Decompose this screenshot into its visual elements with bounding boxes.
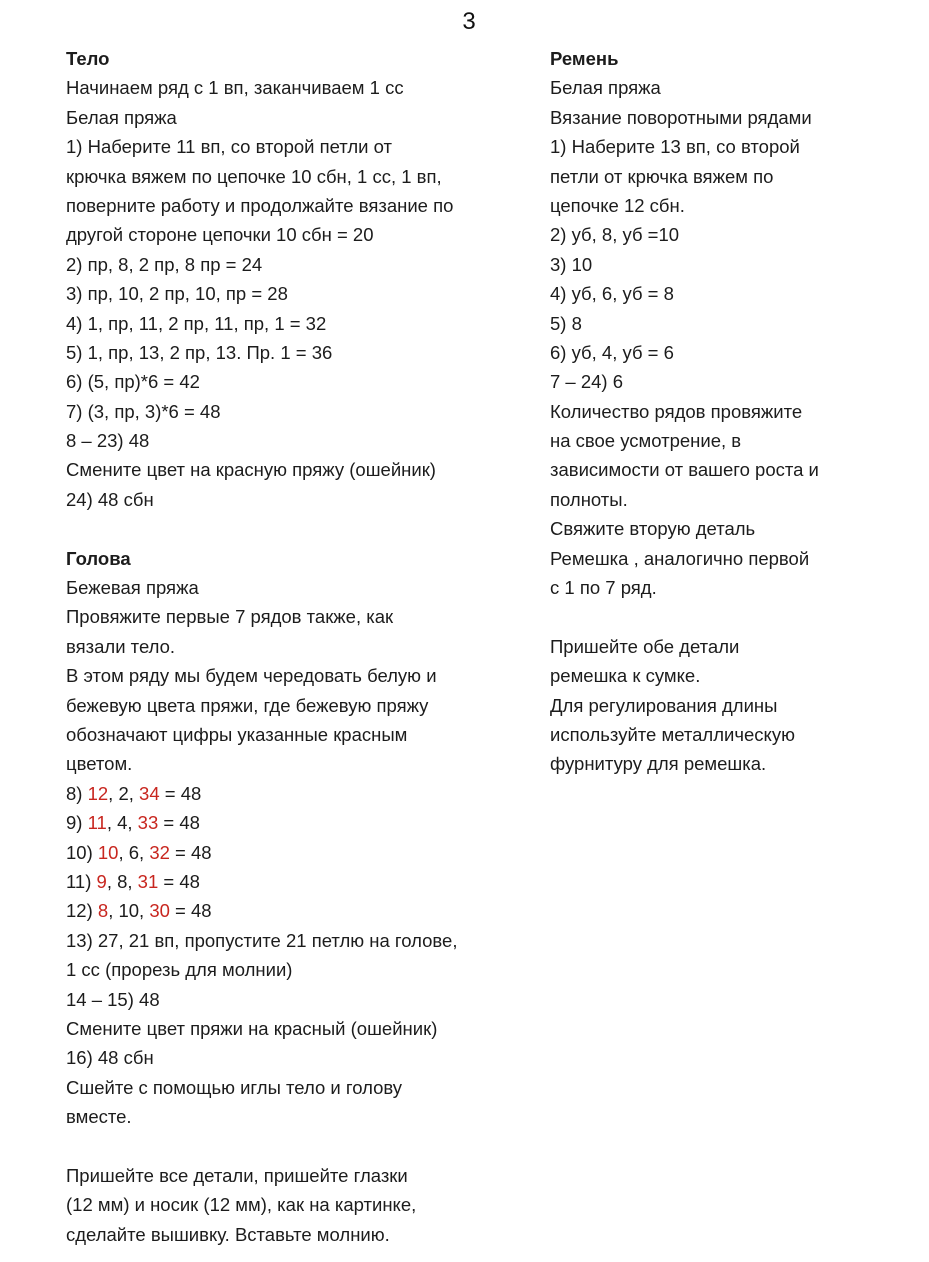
strap-closing-line: Для регулирования длины [550,694,778,716]
head-instruction-line: 16) 48 сбн [66,1047,154,1069]
strap-instruction-line: на свое усмотрение, в [550,430,742,452]
strap-instruction-line: 7 – 24) 6 [550,371,624,393]
right-column [550,44,910,779]
strap-closing-line: фурнитуру для ремешка. [550,753,767,775]
head-instruction-line: бежевую цвета пряжи, где бежевую пряжу [66,694,429,716]
strap-closing-line: Пришейте обе детали [550,635,740,657]
body-instruction-line: 24) 48 сбн [66,488,154,510]
strap-instruction-line: Количество рядов провяжите [550,400,803,422]
strap-instruction-line: 1) Наберите 13 вп, со второй [550,136,800,158]
white-stitch-text: 8) [66,782,88,804]
body-instruction-line: Белая пряжа [66,106,177,128]
spacer [550,602,910,631]
final-instruction-line: Пришейте все детали, пришейте глазки [66,1164,408,1186]
strap-instruction-line: 3) 10 [550,253,593,275]
body-instruction-line: 3) пр, 10, 2 пр, 10, пр = 28 [66,283,288,305]
beige-stitch-count: 33 [137,812,159,834]
white-stitch-text: , 6, [118,841,150,863]
head-intro-lines [66,573,536,779]
body-instruction-line: другой стороне цепочки 10 сбн = 20 [66,224,374,246]
white-stitch-text: 12) [66,900,98,922]
beige-stitch-count: 8 [97,900,109,922]
head-instruction-line: 14 – 15) 48 [66,988,160,1010]
white-stitch-text: = 48 [158,870,200,892]
head-color-rows [66,779,536,926]
strap-instruction-line: Свяжите вторую деталь [550,518,756,540]
color-pattern-row [66,896,536,925]
strap-instruction-line: 2) уб, 8, уб =10 [550,224,680,246]
spacer [66,1131,536,1160]
body-instruction-line: 4) 1, пр, 11, 2 пр, 11, пр, 1 = 32 [66,312,327,334]
body-section-heading: Тело [66,48,110,69]
white-stitch-text: 11) [66,870,97,892]
head-instruction-line: цветом. [66,753,133,775]
head-instruction-line: вместе. [66,1106,132,1128]
strap-closing-line: используйте металлическую [550,723,795,745]
strap-instruction-line: 5) 8 [550,312,582,334]
head-instruction-line: обозначают цифры указанные красным [66,723,408,745]
strap-instruction-line: Белая пряжа [550,77,661,99]
strap-closing-lines [550,632,910,779]
body-instruction-line: 6) (5, пр)*6 = 42 [66,371,200,393]
head-instruction-line: Смените цвет пряжи на красный (ошейник) [66,1017,438,1039]
head-instruction-line: Сшейте с помощью иглы тело и голову [66,1076,403,1098]
head-instruction-line: Провяжите первые 7 рядов также, как [66,606,394,628]
beige-stitch-count: 10 [97,841,119,863]
beige-stitch-count: 30 [149,900,170,922]
spacer [66,514,536,543]
color-pattern-row [66,808,536,837]
head-instruction-line: 1 сс (прорезь для молнии) [66,959,293,981]
body-instruction-line: Начинаем ряд с 1 вп, заканчиваем 1 сс [66,77,404,99]
head-instruction-line: Бежевая пряжа [66,577,199,599]
white-stitch-text: , 8, [106,870,138,892]
white-stitch-text: = 48 [169,841,212,863]
left-column [66,44,536,1249]
body-instruction-line: Смените цвет на красную пряжу (ошейник) [66,459,436,481]
page-number: 3 [462,8,476,35]
head-instruction-line: вязали тело. [66,635,176,657]
body-instruction-line: 8 – 23) 48 [66,430,150,452]
color-pattern-row [66,838,536,867]
strap-section-heading: Ремень [550,48,619,69]
white-stitch-text: = 48 [169,900,212,922]
beige-stitch-count: 11 [87,812,107,834]
final-instruction-line: сделайте вышивку. Вставьте молнию. [66,1223,390,1245]
strap-instruction-line: петли от крючка вяжем по [550,165,774,187]
strap-instruction-line: с 1 по 7 ряд. [550,577,657,599]
beige-stitch-count: 31 [137,870,159,892]
color-pattern-row [66,867,536,896]
strap-instruction-line: полноты. [550,488,628,510]
body-instruction-line: 5) 1, пр, 13, 2 пр, 13. Пр. 1 = 36 [66,341,333,363]
body-instruction-line: 1) Наберите 11 вп, со второй петли от [66,136,392,158]
final-instruction-line: (12 мм) и носик (12 мм), как на картинке, [66,1194,417,1216]
head-final-lines [66,1161,536,1249]
body-instruction-line: крючка вяжем по цепочке 10 сбн, 1 сс, 1 вп, [66,165,442,187]
body-instruction-line: 2) пр, 8, 2 пр, 8 пр = 24 [66,253,263,275]
strap-instruction-line: 6) уб, 4, уб = 6 [550,341,674,363]
strap-instruction-line: Ремешка , аналогично первой [550,547,810,569]
white-stitch-text: = 48 [159,782,202,804]
beige-stitch-count: 9 [96,870,107,892]
beige-stitch-count: 34 [139,782,160,804]
beige-stitch-count: 32 [149,841,170,863]
strap-instruction-line: Вязание поворотными рядами [550,106,812,128]
beige-stitch-count: 12 [87,782,109,804]
color-pattern-row [66,779,536,808]
white-stitch-text: , 10, [108,900,150,922]
head-section-heading: Голова [66,547,131,569]
strap-instruction-line: зависимости от вашего роста и [550,459,819,481]
strap-section-lines [550,73,910,602]
body-section-lines [66,73,536,514]
white-stitch-text: , 2, [108,782,140,804]
head-after-lines [66,926,536,1132]
strap-instruction-line: цепочке 12 сбн. [550,194,685,216]
white-stitch-text: , 4, [106,812,138,834]
white-stitch-text: = 48 [158,812,200,834]
strap-closing-line: ремешка к сумке. [550,665,701,687]
body-instruction-line: 7) (3, пр, 3)*6 = 48 [66,400,221,422]
body-instruction-line: поверните работу и продолжайте вязание по [66,194,454,216]
strap-instruction-line: 4) уб, 6, уб = 8 [550,283,674,305]
head-instruction-line: В этом ряду мы будем чередовать белую и [66,665,437,687]
white-stitch-text: 10) [66,841,98,863]
head-instruction-line: 13) 27, 21 вп, пропустите 21 петлю на голове, [66,929,458,951]
white-stitch-text: 9) [66,812,88,834]
